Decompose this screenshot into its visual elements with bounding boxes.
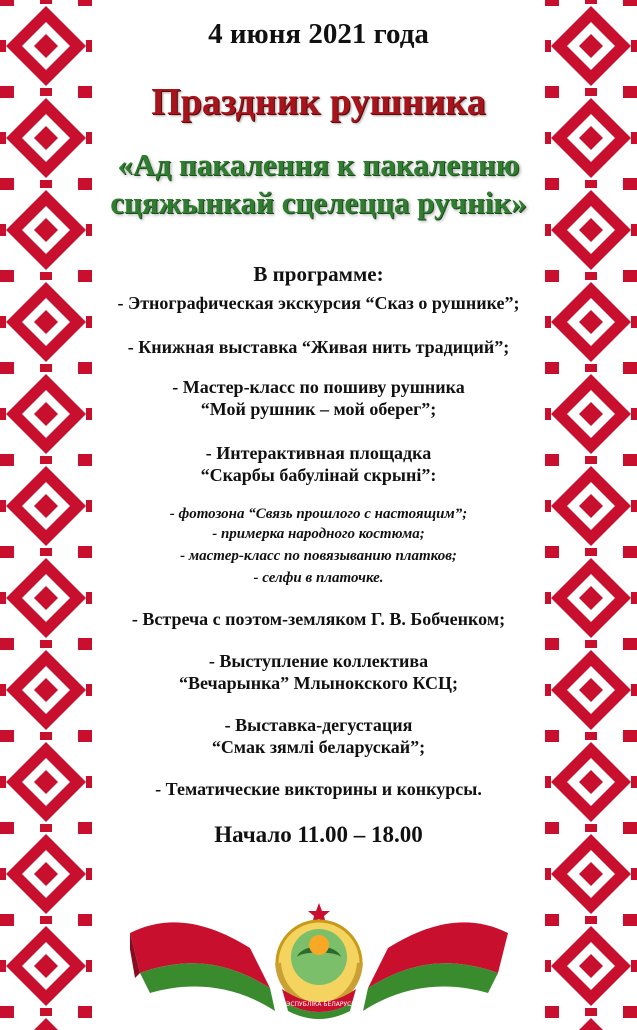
program-item-line: “Скарбы бабулінай скрыні”: [200,465,437,485]
program-item-6 [82,650,555,694]
event-title: Праздник рушника [151,81,486,123]
start-time: Начало 11.00 – 18.00 [214,822,423,847]
program-item-line: - Книжная выставка “Живая нить традиций”; [127,337,510,357]
motto-line-1: «Ад пакалення к пакаленню [117,147,520,182]
program-item-line: “Вечарынка” Млынокского КСЦ; [178,673,459,693]
program-item-2 [82,336,555,358]
program-item-1 [82,292,555,314]
emblem-text: РЭСПУБЛІКА БЕЛАРУСЬ [282,1001,356,1008]
program-item-line: - Выступление коллектива [208,651,429,671]
program-item-line: “Смак зямлі беларускай”; [211,737,426,757]
program-item-line: - Этнографическая экскурсия “Сказ о рушнике”; [117,293,520,313]
program-item-5 [82,608,555,630]
program-item-line: - Выставка-дегустация [224,715,413,735]
flag-ribbon-left [130,922,275,1011]
event-date: 4 июня 2021 года [208,18,429,50]
program-item-4 [82,442,555,486]
program-item-line: - Встреча с поэтом-земляком Г. В. Бобченком; [131,609,506,629]
sub-item-3: - мастер-класс по повязыванию платков; [180,548,457,564]
state-emblem [277,903,361,1019]
right-ornament-border [545,0,637,1030]
sub-item-4: - селфи в платочке. [253,570,384,586]
sub-item-2: - примерка народного костюма; [212,526,425,542]
program-item-3 [82,376,555,420]
left-ornament-border [0,0,92,1030]
program-item-8 [82,778,555,800]
flag-ribbon-right [363,922,508,1011]
program-item-line: “Мой рушник – мой оберег”; [200,399,437,419]
program-item-line: - Интерактивная площадка [205,443,432,463]
program-item-line: - Мастер-класс по пошиву рушника [172,377,465,397]
program-item-7 [82,714,555,758]
sub-item-1: - фотозона “Связь прошлого с настоящим”; [169,506,468,522]
program-heading: В программе: [253,262,384,286]
program-item-line: - Тематические викторины и конкурсы. [155,779,482,799]
event-motto [80,146,557,222]
poster-content [92,0,545,1030]
motto-line-2: сцяжынкай сцелецца ручнік» [110,185,527,220]
state-emblem-with-flags [130,893,508,1023]
